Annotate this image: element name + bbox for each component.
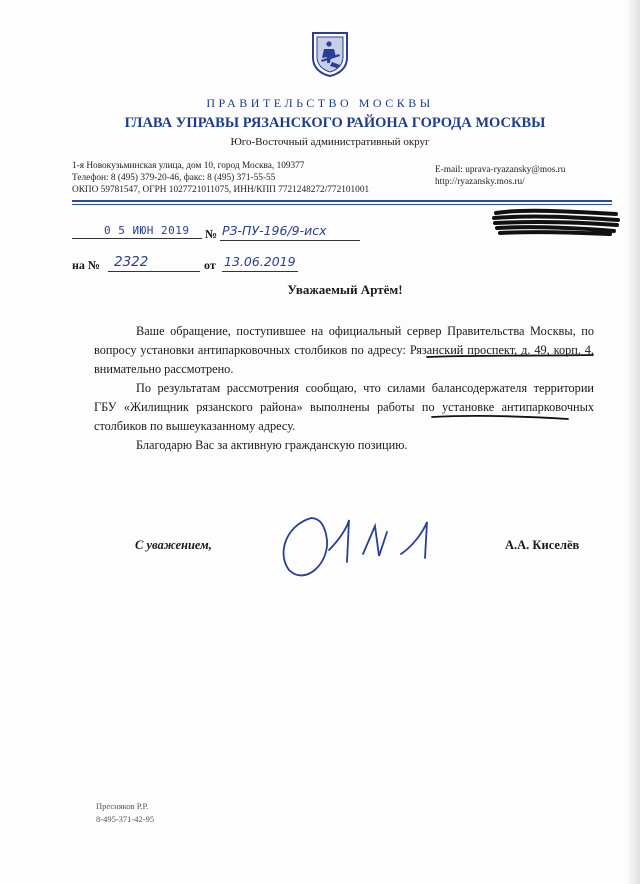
letterhead-rule-thin — [72, 204, 612, 205]
ref-number: 2322 — [114, 254, 149, 270]
date-line — [72, 238, 202, 239]
paragraph-3: Благодарю Вас за активную гражданскую позицию. — [136, 438, 408, 452]
contacts-right — [435, 164, 565, 188]
greeting: Уважаемый Артём! — [287, 282, 403, 297]
website-link[interactable]: http://ryazansky.mos.ru/ — [435, 177, 525, 187]
paragraph-1: Ваше обращение, поступившее на официальный сервер Правительства Москвы, по вопросу установки антипарковочных столбиков по адресу: Рязанский проспект, д. 49, корп. 4, внимательно рассмотрено. — [94, 324, 594, 376]
closing-phrase: С уважением, — [135, 538, 212, 552]
phone-line: Телефон: 8 (495) 379-20-46, факс: 8 (495) 371-55-55 — [72, 173, 276, 183]
codes-line: ОКПО 59781547, ОГРН 1027721011075, ИНН/КПП 7721248272/772101001 — [72, 185, 370, 195]
from-label: от — [204, 258, 216, 272]
number-label: № — [205, 227, 218, 241]
district-subtitle: Юго-Восточный административный округ — [230, 136, 430, 148]
address-line: 1-я Новокузьминская улица, дом 10, город Москва, 109377 — [72, 161, 305, 171]
contacts-left — [72, 160, 369, 196]
letterhead-rule — [72, 200, 612, 202]
redaction-scribble — [492, 207, 620, 237]
pen-underline-1 — [425, 352, 595, 360]
outgoing-number: РЗ-ПУ-196/9-исх — [222, 223, 327, 238]
executor-phone: 8-495-371-42-95 — [96, 814, 155, 824]
registration-stamp-date: 0 5 ИЮН 2019 — [104, 224, 190, 237]
ref-number-line — [108, 271, 200, 272]
handwritten-signature — [275, 510, 455, 580]
ref-date-line — [222, 271, 298, 272]
email-line[interactable]: E-mail: uprava-ryazansky@mos.ru — [435, 165, 566, 175]
executor-info — [96, 800, 154, 826]
moscow-coat-of-arms-icon — [310, 30, 350, 78]
head-of-council-title: ГЛАВА УПРАВЫ РЯЗАНСКОГО РАЙОНА ГОРОДА МОСКВЫ — [124, 115, 546, 131]
executor-name: Пресняков Р.Р. — [96, 801, 149, 811]
signer-name: А.А. Киселёв — [505, 538, 580, 552]
letter-body — [94, 322, 594, 455]
number-line — [220, 240, 360, 241]
paragraph-2: По результатам рассмотрения сообщаю, что силами балансодержателя территории ГБУ «Жилищник рязанского района» выполнены работы по установке антипарковочных столбиков по вышеуказанному адресу. — [94, 381, 594, 433]
ref-label: на № — [72, 258, 100, 272]
pen-underline-2 — [430, 413, 570, 423]
ref-date: 13.06.2019 — [224, 254, 296, 269]
page-edge-shadow — [626, 0, 640, 884]
government-title: ПРАВИТЕЛЬСТВО МОСКВЫ — [206, 96, 434, 110]
